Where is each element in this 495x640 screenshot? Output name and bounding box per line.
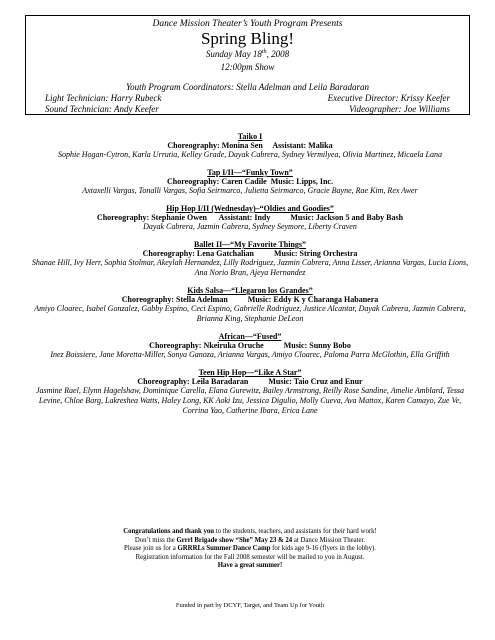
camp-pre: Please join us for a [124,545,178,553]
section-dancers: Sophie Hogan-Cytron, Karla Urrutia, Kelley Grade, Dayak Cabrera, Sydney Vermilyea, Olivia Martinez, Micaela Lana [57,150,442,159]
section-title: Hip Hop I/II (Wednesday)–“Oldies and Goodies” [166,204,334,213]
congrats-rest: to the students, teachers, and assistants for their hard work! [214,528,377,535]
section-choreography: Choreography: Monina Sen Assistant: Malika [167,141,333,150]
summer-camp-line [30,545,470,554]
section-choreography: Choreography: Stella Adelman Music: Eddy K y Charanga Habanera [121,295,379,304]
closing-notes [30,528,470,571]
grrrl-bold: Grrrl Brigade show “She” May 23 & 24 [176,536,293,544]
section-title: Kids Salsa—“Llegaron los Grandes” [187,286,313,295]
executive-director: Executive Director: Krissy Keefer [327,93,450,103]
section-dancers: Inez Boissiere, Jane Moretta-Miller, Sonya Ganoza, Arianna Vargas, Amiyo Cloarec, Paloma Parra McGlothin, Ella Griffith [50,350,450,359]
grrrl-brigade-line [30,537,470,546]
date-suffix: , 2008 [266,49,290,59]
section-title: Ballet II—“My Favorite Things” [193,240,307,249]
program-sections [30,132,470,424]
section-african [30,332,470,360]
sound-technician: Sound Technician: Andy Keefer [45,104,159,114]
section-choreography: Choreography: Lena Gatchalian Music: String Orchestra [142,249,358,258]
program-title: Spring Bling! [200,29,295,48]
section-hip-hop [30,204,470,232]
summer-wish [30,562,470,571]
section-dancers: Shanae Hill, Ivy Herr, Sophia Stolmar, Akeylah Hernandez, Lilly Rodriguez, Jazmin Cabrera, Anna Lisser, Arianna Vargas, Lucia Lions, Ana Norio Bran, Ajeya Hernandez [31,258,469,277]
section-choreography: Choreography: Stephanie Owen Assistant: Indy Music: Jackson 5 and Baby Bash [96,213,404,222]
show-time: 12:00pm Show [220,62,275,72]
section-taiko [30,132,470,160]
section-choreography: Choreography: Leila Baradaran Music: Taio Cruz and Enur [137,377,363,386]
camp-bold: GRRRLs Summer Dance Camp [177,545,271,553]
section-choreography: Choreography: Caren Cadile Music: Lipps, Inc. [167,177,333,186]
section-choreography: Choreography: Nkeiruka Oruche Music: Sunny Bobo [149,341,351,350]
date-prefix: Sunday May 18 [205,49,262,59]
section-title: African—“Fused” [218,332,282,341]
section-kids-salsa [30,286,470,324]
show-date [26,49,469,59]
summer-bold: Have a great summer! [217,562,283,570]
congratulations-line [30,528,470,537]
grrrl-post: at Dance Mission Theater. [292,536,366,544]
light-technician: Light Technician: Harry Rubeck [45,93,162,103]
registration-line: Registration information for the Fall 2008 semester will be mailed to you in August. [135,553,365,561]
videographer: Videographer: Joe Williams [349,104,450,114]
presents-line: Dance Mission Theater’s Youth Program Presents [152,19,343,29]
coordinators-line: Youth Program Coordinators: Stella Adelman and Leila Baradaran [125,82,370,92]
section-dancers: Amiyo Cloarec, Isabel Gonzalez, Gabby Espino, Ceci Espino, Gabrielle Rodriguez, Justice Alcantar, Dayak Cabrera, Jazmin Cabrera, Brianna King, Stephanie DeLeon [34,304,466,323]
program-header [25,15,470,115]
section-dancers: Dayak Cabrera, Jazmin Cabrera, Sydney Seymore, Liberty Craven [143,222,357,231]
section-dancers: Axtaxelli Vargas, Tonalli Vargas, Sofia Seirmarco, Julietta Seirmarco, Gracie Bayne, Rae Kim, Rex Awer [82,186,418,195]
date-ordinal: th [261,49,267,55]
funding-credit: Funded in part by DCYF, Target, and Team Up for Youth [175,602,325,609]
section-title: Tap I/II—“Funky Town” [207,168,293,177]
section-ballet [30,240,470,278]
grrrl-pre: Don’t miss the [134,536,177,544]
section-dancers: Jasmine Rael, Elynn Hagelshaw, Dominique Carella, Elana Gurewitz, Bailey Armstrong, Reilly Rose Sandine, Amelie Amblard, Tessa Levine, Chloe Barg, Lakreshea Watts, Haley Long, KK Aoki Izu, Jessica Digulio, Molly Cueva, Ava Mattox, Karen Camayo, Zue Ve, Corrina Yao, Catherine Ibara, Erica Lane [35,386,465,415]
section-title: Taiko I [237,132,263,141]
congrats-bold: Congratulations and thank you [123,528,215,535]
section-tap [30,168,470,196]
section-teen-hip-hop [30,368,470,416]
crew-row-2 [26,104,469,114]
section-title: Teen Hip Hop—“Like A Star” [198,368,302,377]
crew-row-1 [26,93,469,103]
camp-post: for kids age 9-16 (flyers in the lobby). [270,545,376,553]
